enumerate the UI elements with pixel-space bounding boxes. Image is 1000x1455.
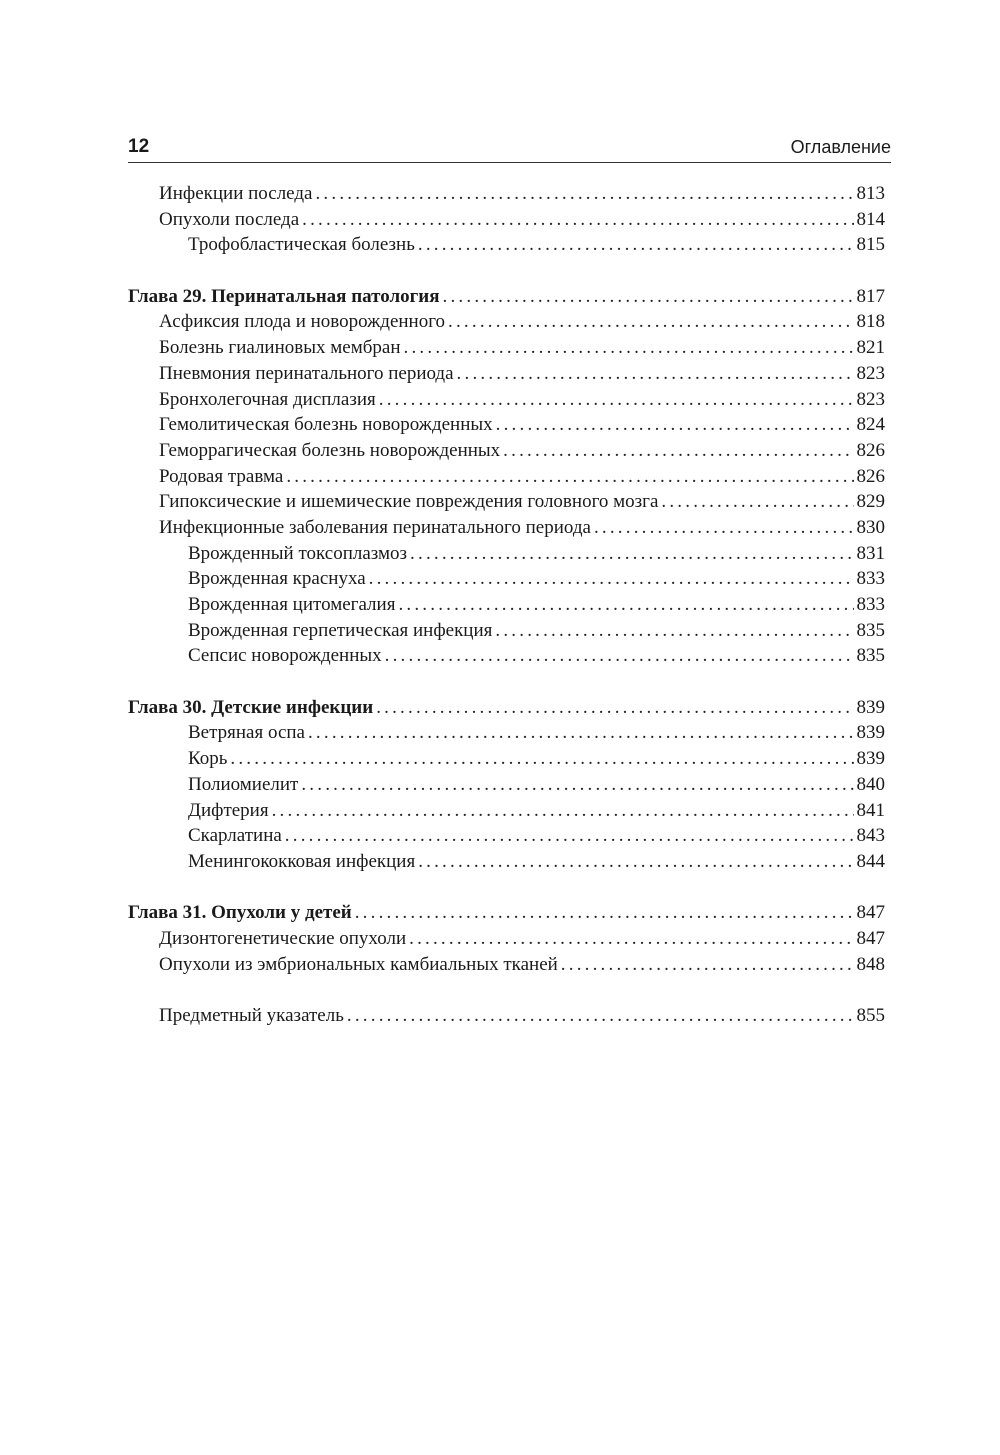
page-header xyxy=(128,134,891,163)
toc-entry-title: Инфекции последа xyxy=(159,183,313,204)
dot-leader xyxy=(272,798,854,824)
toc-entry-title: Опухоли из эмбриональных камбиальных тканей xyxy=(159,953,558,975)
toc-subentry[interactable] xyxy=(128,720,885,746)
dot-leader xyxy=(503,438,853,464)
dot-leader xyxy=(418,232,854,258)
toc-entry[interactable] xyxy=(128,489,885,515)
toc-entry[interactable] xyxy=(128,464,885,490)
toc-entry-page: 833 xyxy=(856,594,885,615)
toc-subentry[interactable] xyxy=(128,566,885,592)
toc-entry-title: Пневмония перинатального периода xyxy=(159,362,454,384)
dot-leader xyxy=(409,926,853,952)
running-title: Оглавление xyxy=(790,137,891,157)
toc-entry[interactable] xyxy=(128,438,885,464)
chapter-title: Глава 30. Детские инфекции xyxy=(128,696,374,718)
dot-leader xyxy=(443,284,854,310)
toc-subentry[interactable] xyxy=(128,541,885,567)
toc-entry-title: Дизонтогенетические опухоли xyxy=(159,927,407,949)
toc-subentry[interactable] xyxy=(128,746,885,772)
chapter-page: 817 xyxy=(856,285,885,307)
toc-chapter-31[interactable] xyxy=(128,900,885,926)
toc-chapter-30[interactable] xyxy=(128,695,885,721)
dot-leader xyxy=(230,746,853,772)
toc-entry[interactable] xyxy=(128,515,885,541)
dot-leader xyxy=(448,309,853,335)
toc-entry[interactable] xyxy=(128,412,885,438)
dot-leader xyxy=(404,335,854,361)
toc-subentry[interactable] xyxy=(128,772,885,798)
dot-leader xyxy=(308,720,854,746)
chapter-title: Глава 29. Перинатальная патология xyxy=(128,285,440,307)
toc-subject-index[interactable] xyxy=(128,1003,885,1029)
dot-leader xyxy=(315,181,853,207)
toc-entry-page: 844 xyxy=(856,850,885,872)
toc-entry-title: Менингококковая инфекция xyxy=(188,850,416,872)
page-number: 12 xyxy=(128,136,150,157)
toc-entry-title: Болезнь гиалиновых мембран xyxy=(159,337,401,359)
toc-entry-page: 823 xyxy=(856,362,885,384)
toc-subentry[interactable] xyxy=(128,643,885,669)
dot-leader xyxy=(376,695,853,721)
toc-chapter-29[interactable] xyxy=(128,284,885,310)
toc-entry-title: Инфекционные заболевания перинатального периода xyxy=(159,516,591,538)
toc-entry-title: Трофобластическая болезнь xyxy=(188,234,415,256)
toc-entry-title: Полиомиелит xyxy=(188,773,299,795)
dot-leader xyxy=(347,1003,854,1029)
dot-leader xyxy=(594,515,854,541)
toc-entry-page: 848 xyxy=(856,953,885,975)
dot-leader xyxy=(301,772,853,798)
toc-entry[interactable] xyxy=(128,309,885,335)
toc-entry[interactable] xyxy=(128,387,885,413)
toc-entry-title: Асфиксия плода и новорожденного xyxy=(159,311,446,333)
toc-subentry[interactable] xyxy=(128,849,885,875)
toc-entry-title: Врожденная герпетическая инфекция xyxy=(188,619,493,641)
toc-entry-title: Корь xyxy=(188,748,228,770)
toc-entry-page: 813 xyxy=(856,183,885,204)
toc-entry-title: Гемолитическая болезнь новорожденных xyxy=(159,414,493,436)
toc-entry-page: 833 xyxy=(856,568,885,590)
toc-entry-page: 843 xyxy=(856,825,885,847)
toc-entry-title: Опухоли последа xyxy=(159,208,300,230)
toc-entry-page: 855 xyxy=(856,1005,885,1026)
toc-subentry[interactable] xyxy=(128,232,885,258)
toc-entry-title: Скарлатина xyxy=(188,825,282,847)
toc-entry-page: 840 xyxy=(856,773,885,795)
toc-entry-page: 826 xyxy=(856,439,885,461)
dot-leader xyxy=(286,464,853,490)
toc-entry-page: 839 xyxy=(856,748,885,770)
dot-leader xyxy=(398,592,853,618)
toc-entry[interactable] xyxy=(128,952,885,978)
toc-entry-page: 823 xyxy=(856,388,885,410)
toc-entry-title: Бронхолегочная дисплазия xyxy=(159,388,376,410)
toc-entry-page: 839 xyxy=(856,722,885,744)
toc-entry-page: 824 xyxy=(856,414,885,436)
toc-entry-page: 831 xyxy=(856,542,885,564)
toc-entry[interactable] xyxy=(128,181,885,207)
toc-entry-page: 818 xyxy=(856,311,885,333)
dot-leader xyxy=(302,207,853,233)
chapter-page: 847 xyxy=(856,902,885,924)
toc-entry-title: Врожденная краснуха xyxy=(188,568,366,590)
toc-entry-page: 826 xyxy=(856,465,885,487)
toc-entry[interactable] xyxy=(128,926,885,952)
dot-leader xyxy=(369,566,854,592)
table-of-contents xyxy=(128,181,885,1029)
toc-subentry[interactable] xyxy=(128,618,885,644)
dot-leader xyxy=(379,387,854,413)
toc-entry-page: 841 xyxy=(856,799,885,821)
toc-entry-title: Врожденный токсоплазмоз xyxy=(188,542,408,564)
toc-entry-title: Дифтерия xyxy=(188,799,269,821)
toc-entry-page: 814 xyxy=(856,208,885,230)
chapter-title: Глава 31. Опухоли у детей xyxy=(128,902,352,924)
toc-entry-title: Врожденная цитомегалия xyxy=(188,594,396,615)
toc-entry-title: Сепсис новорожденных xyxy=(188,645,382,667)
toc-entry-title: Родовая травма xyxy=(159,465,284,487)
toc-entry-page: 835 xyxy=(856,645,885,667)
dot-leader xyxy=(661,489,853,515)
toc-entry[interactable] xyxy=(128,207,885,233)
toc-entry-page: 821 xyxy=(856,337,885,359)
toc-entry-page: 829 xyxy=(856,491,885,513)
dot-leader xyxy=(355,900,854,926)
toc-subentry[interactable] xyxy=(128,798,885,824)
toc-entry-title: Ветряная оспа xyxy=(188,722,305,744)
toc-subentry[interactable] xyxy=(128,592,885,618)
toc-entry-page: 830 xyxy=(856,516,885,538)
toc-entry-page: 815 xyxy=(856,234,885,256)
toc-entry-title: Геморрагическая болезнь новорожденных xyxy=(159,439,501,461)
dot-leader xyxy=(496,412,854,438)
dot-leader xyxy=(561,952,854,978)
toc-entry-title: Предметный указатель xyxy=(159,1005,344,1026)
dot-leader xyxy=(385,643,854,669)
toc-entry-page: 847 xyxy=(856,927,885,949)
dot-leader xyxy=(457,361,854,387)
toc-entry[interactable] xyxy=(128,361,885,387)
toc-entry[interactable] xyxy=(128,335,885,361)
chapter-page: 839 xyxy=(856,696,885,718)
toc-entry-page: 835 xyxy=(856,619,885,641)
toc-subentry[interactable] xyxy=(128,823,885,849)
toc-entry-title: Гипоксические и ишемические повреждения головного мозга xyxy=(159,491,659,513)
dot-leader xyxy=(495,618,853,644)
dot-leader xyxy=(285,823,854,849)
dot-leader xyxy=(410,541,853,567)
dot-leader xyxy=(418,849,853,875)
